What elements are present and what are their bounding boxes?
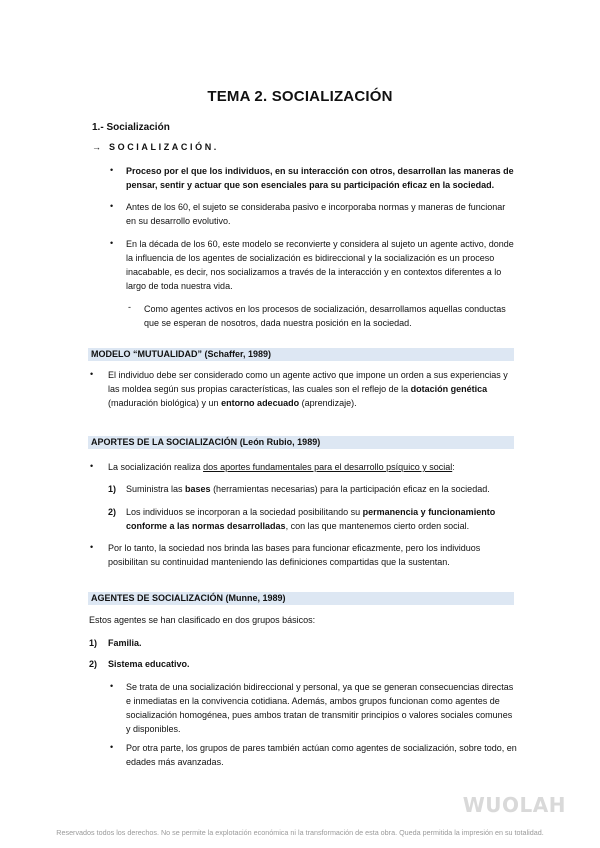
bold-run: dotación genética xyxy=(410,384,488,394)
list-number: 2) xyxy=(89,659,98,669)
text-run: Los individuos se incorporan a la sociedad posibilitando su xyxy=(126,507,363,517)
text-run: La socialización realiza xyxy=(108,462,204,472)
aportes-intro xyxy=(108,460,518,474)
text-run: (herramientas necesarias) para la participación eficaz en la sociedad. xyxy=(210,484,490,494)
socializacion-label: SOCIALIZACIÓN. xyxy=(109,142,219,152)
text-run: Suministra las xyxy=(126,484,186,494)
page-title: TEMA 2. SOCIALIZACIÓN xyxy=(207,88,393,105)
list-item: Antes de los 60, el sujeto se consideraba pasivo e incorporaba normas y maneras de funcionar en su desarrollo evolutivo. xyxy=(126,202,506,226)
banner-title: APORTES DE LA SOCIALIZACIÓN xyxy=(91,437,238,447)
mutualidad-paragraph xyxy=(108,368,518,410)
text-run: , con las que mantenemos cierto orden social. xyxy=(285,521,470,531)
text-run: El individuo debe ser considerado como un agente activo que impone un orden a sus experiencias y las moldea según sus propias características, las cuales son el reflejo de la xyxy=(108,370,508,394)
list-item: Proceso por el que los individuos, en su interacción con otros, desarrollan las maneras de pensar, sentir y actuar que son esenciales para su participación eficaz en la sociedad. xyxy=(126,166,514,190)
bullet-dot-icon: • xyxy=(90,369,94,379)
text-run: : xyxy=(452,462,455,472)
bullet-dot-icon: • xyxy=(90,542,94,552)
banner-reference: (Schaffer, 1989) xyxy=(204,349,272,359)
agentes-item-sistema: Sistema educativo. xyxy=(108,659,190,669)
wuolah-watermark: WUOLAH xyxy=(462,793,566,817)
bullet-dot-icon: • xyxy=(110,681,114,691)
banner-title: MODELO “MUTUALIDAD” xyxy=(91,349,202,359)
banner-reference: (León Rubio, 1989) xyxy=(239,437,321,447)
text-run: (maduración biológica) y un xyxy=(108,398,222,408)
bullet-dot-icon: • xyxy=(90,461,94,471)
sub-list-item: Como agentes activos en los procesos de socialización, desarrollamos aquellas conductas que se esperan de nosotros, dada nuestra posición en la sociedad. xyxy=(144,304,506,328)
list-item: En la década de los 60, este modelo se reconvierte y considera al sujeto un agente activo, donde la influencia de los agentes de socialización es bidireccional y la socialización es un proceso inacabable, es decir, nos socializamos a través de la interacción y en contextos diferentes a lo largo de toda nuestra vida. xyxy=(126,239,514,291)
section-banner-mutualidad xyxy=(88,348,514,361)
section-heading: 1.- Socialización xyxy=(92,122,170,133)
section-banner-agentes xyxy=(88,592,514,605)
list-number: 2) xyxy=(108,507,117,517)
section-banner-aportes xyxy=(88,436,514,449)
dash-icon: - xyxy=(128,302,131,312)
copyright-footer: Reservados todos los derechos. No se permite la explotación económica ni la transformación de esta obra. Queda permitida la impresión en su totalidad. xyxy=(56,828,544,837)
underlined-run: dos aportes fundamentales para el desarrollo psíquico y social xyxy=(203,462,453,472)
aportes-item-1 xyxy=(126,482,518,496)
banner-title: AGENTES DE SOCIALIZACIÓN xyxy=(91,593,224,603)
agentes-item-familia: Familia. xyxy=(108,638,142,648)
list-number: 1) xyxy=(108,484,117,494)
text-run: (aprendizaje). xyxy=(299,398,357,408)
bold-run: entorno adecuado xyxy=(221,398,300,408)
banner-reference: (Munne, 1989) xyxy=(225,593,286,603)
bullet-dot-icon: • xyxy=(110,165,114,175)
list-item: Se trata de una socialización bidireccional y personal, ya que se generan consecuencias directas e inmediatas en la convivencia cotidiana. Además, ambos grupos funcionan como agentes de socialización homogénea, pues ambos tratan de transmitir principios o valores sociales comunes y disponibles. xyxy=(126,682,514,734)
list-item: Por otra parte, los grupos de pares también actúan como agentes de socialización, sobre todo, en edades más avanzadas. xyxy=(126,743,517,767)
agentes-intro: Estos agentes se han clasificado en dos grupos básicos: xyxy=(89,615,316,625)
list-number: 1) xyxy=(89,638,98,648)
aportes-closing: Por lo tanto, la sociedad nos brinda las bases para funcionar eficazmente, pero los individuos posibilitan su continuidad manteniendo las definiciones compartidas que la sustentan. xyxy=(108,543,481,567)
socializacion-heading xyxy=(92,142,219,152)
bold-run: permanencia y funcionamiento conforme a las normas desarrolladas xyxy=(126,507,496,531)
right-arrow-icon: → xyxy=(92,142,101,152)
bullet-dot-icon: • xyxy=(110,201,114,211)
bullet-dot-icon: • xyxy=(110,742,114,752)
bold-run: bases xyxy=(185,484,211,494)
aportes-item-2 xyxy=(126,505,518,533)
bullet-dot-icon: • xyxy=(110,238,114,248)
